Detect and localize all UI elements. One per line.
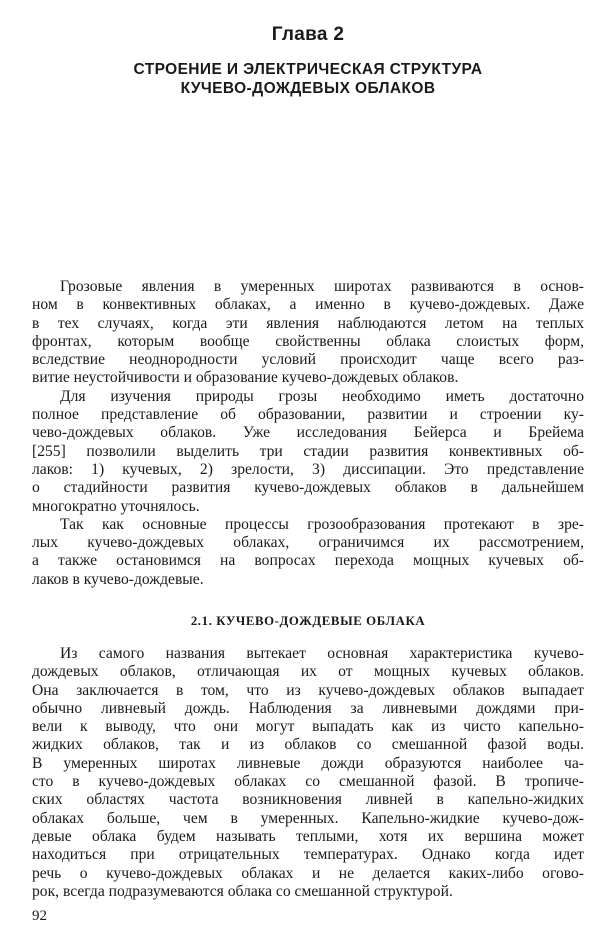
text-line: а также остановимся на вопросах перехода мощных кучевых об- <box>32 552 584 570</box>
paragraph <box>32 278 584 388</box>
text-line: сто в кучево-дождевых облаках со смешанной фазой. В тропиче- <box>32 773 584 791</box>
paragraph <box>32 645 584 901</box>
paragraph <box>32 388 584 516</box>
text-line: ских областях частота возникновения ливней в капельно-жидких <box>32 791 584 809</box>
chapter-title <box>0 60 616 98</box>
text-line: лаков в кучево-дождевые. <box>32 570 204 588</box>
text-line: [255] позволили выделить три стадии развития конвективных об- <box>32 442 584 460</box>
text-line: Грозовые явления в умеренных широтах развиваются в основ- <box>60 278 584 295</box>
paragraph <box>32 516 584 589</box>
text-line: чево-дождевых облаков. Уже исследования Бейерса и Брейема <box>32 424 584 442</box>
section-heading: 2.1. КУЧЕВО-ДОЖДЕВЫЕ ОБЛАКА <box>190 614 426 628</box>
text-line: девые облака будем называть теплыми, хотя их вершина может <box>32 827 584 845</box>
text-line: облаках больше, чем в умеренных. Капельно-жидкие кучево-дож- <box>32 809 584 827</box>
intro-text <box>32 278 584 589</box>
text-line: Для изучения природы грозы необходимо иметь достаточно <box>60 387 584 405</box>
text-line: рок, всегда подразумеваются облака со смешанной структурой. <box>32 882 453 900</box>
text-line: лых кучево-дождевых облаках, ограничимся их рассмотрением, <box>32 534 584 552</box>
page-number: 92 <box>32 908 47 924</box>
text-line: дождевых облаков, отличающая их от мощных кучевых облаков. <box>32 663 584 681</box>
text-line: Она заключается в том, что из кучево-дождевых облаков выпадает <box>32 681 584 699</box>
text-line: В умеренных широтах ливневые дожди образуются наиболее ча- <box>32 754 584 772</box>
text-line: вследствие неоднородности условий происходит чаще всего раз- <box>32 351 584 369</box>
text-line: находиться при отрицательных температурах. Однако когда идет <box>32 846 584 864</box>
text-line: многократно уточнялось. <box>32 497 200 515</box>
text-line: о стадийности развития кучево-дождевых облаков в дальнейшем <box>32 479 584 497</box>
text-line: вели к выводу, что они могут выпадать как из чисто капельно- <box>32 718 584 736</box>
chapter-title-line: СТРОЕНИЕ И ЭЛЕКТРИЧЕСКАЯ СТРУКТУРА <box>133 61 483 78</box>
text-line: в тех случаях, когда эти явления наблюдаются летом на теплых <box>32 314 584 332</box>
chapter-title-line: КУЧЕВО-ДОЖДЕВЫХ ОБЛАКОВ <box>180 80 436 97</box>
text-line: полное представление об образовании, развитии и строении ку- <box>32 406 584 424</box>
text-line: обычно ливневый дождь. Наблюдения за ливневыми дождями при- <box>32 699 584 717</box>
text-line: лаков: 1) кучевых, 2) зрелости, 3) диссипации. Это представление <box>32 460 584 478</box>
section-text <box>32 645 584 901</box>
text-line: Из самого названия вытекает основная характеристика кучево- <box>60 645 584 662</box>
text-line: Так как основные процессы грозообразования протекают в зре- <box>60 515 584 533</box>
text-line: ном в конвективных облаках, а именно в кучево-дождевых. Даже <box>32 296 584 314</box>
text-line: речь о кучево-дождевых облаках и не делается каких-либо огово- <box>32 864 584 882</box>
text-line: жидких облаков, так и из облаков со смешанной фазой воды. <box>32 736 584 754</box>
chapter-label: Глава 2 <box>271 24 345 45</box>
text-line: фронтах, которым вообще свойственны облака слоистых форм, <box>32 332 584 350</box>
text-line: витие неустойчивости и образование кучево-дождевых облаков. <box>32 369 459 387</box>
